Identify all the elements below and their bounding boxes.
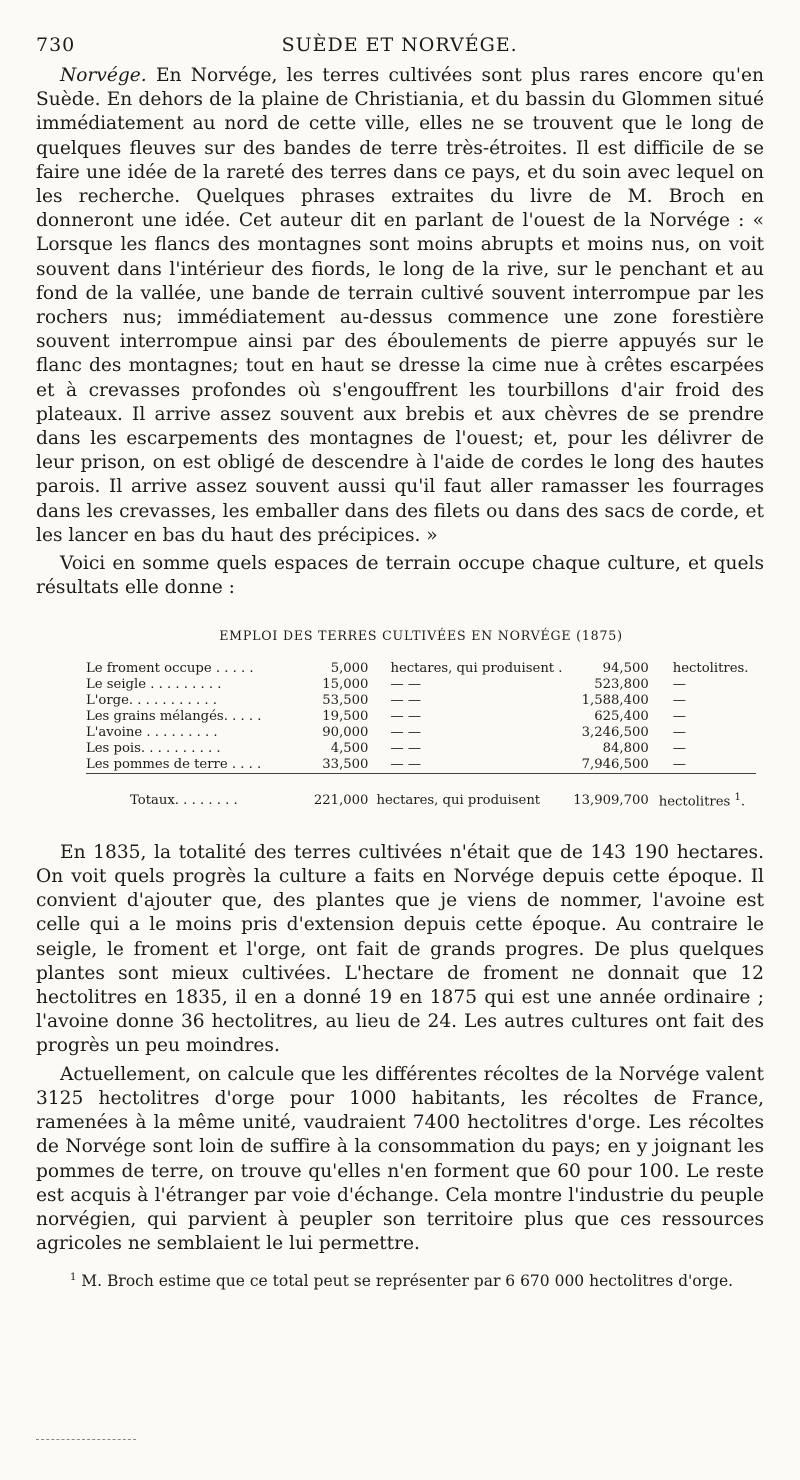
crop-name: Les pois. . . . . . . . . .: [86, 741, 221, 757]
footnote-ref: 1: [734, 792, 741, 804]
unit-cell: — —: [390, 693, 422, 709]
table-row: [86, 725, 756, 741]
hectolitres-cell: 625,400: [594, 709, 649, 725]
hl-unit-cell: —: [672, 693, 686, 709]
hectares-cell: 5,000: [330, 661, 369, 677]
footnote: [70, 1272, 764, 1290]
hectares-cell: 53,500: [322, 693, 369, 709]
hectolitres-cell: 7,946,500: [581, 757, 649, 773]
section-lead: Norvége.: [60, 65, 147, 86]
total-unit: hectares, qui produisent: [376, 792, 541, 808]
table-row: [86, 661, 756, 677]
crop-name: L'orge. . . . . . . . . . .: [86, 693, 217, 709]
crop-name: Le seigle . . . . . . . . .: [86, 677, 222, 693]
hectolitres-cell: 523,800: [594, 677, 649, 693]
table-row: [86, 677, 756, 693]
hectolitres-cell: 1,588,400: [581, 693, 649, 709]
hectares-cell: 19,500: [322, 709, 369, 725]
total-hectares: 221,000: [313, 792, 369, 808]
hectolitres-cell: 84,800: [602, 741, 649, 757]
crop-name: Les pommes de terre . . . .: [86, 757, 262, 773]
land-use-table: [86, 628, 756, 810]
hl-unit-cell: —: [672, 725, 686, 741]
hl-unit-cell: —: [672, 709, 686, 725]
paragraph-intro-table: Voici en somme quels espaces de terrain occupe chaque culture, et quels résultats elle donne :: [36, 553, 764, 599]
paragraph-actuellement: Actuellement, on calcule que les différentes récoltes de la Norvége valent 3125 hectolitres d'orge pour 1000 habitants, les récoltes de France, ramenées à la même unité, vaudraient 7400 hectolitres d'orge. Les récoltes de Norvége sont loin de suffire à la consommation du pays; en y joignant les pommes de terre, on trouve qu'elles n'en forment que 60 pour 100. Le reste est acquis à l'étranger par voie d'échange. Cela montre l'industrie du peuple norvégien, qui parvient à peupler son territoire plus que ces ressources agricoles ne semblaient le lui permettre.: [36, 1063, 764, 1255]
page-number: 730: [36, 34, 76, 56]
hectolitres-cell: 94,500: [602, 661, 649, 677]
hl-unit-cell: hectolitres.: [672, 661, 749, 677]
hectares-cell: 90,000: [322, 725, 369, 741]
table-row: [86, 709, 756, 725]
table-row: [86, 741, 756, 757]
hectolitres-cell: 3,246,500: [581, 725, 649, 741]
paragraph-1835: En 1835, la totalité des terres cultivées n'était que de 143 190 hectares. On voit quels progrès la culture a faits en Norvége depuis cette époque. Il convient d'ajouter que, des plantes que je viens de nommer, l'avoine est celle qui a le moins pris d'extension depuis cette époque. Au contraire le seigle, le froment et l'orge, ont fait de grands progres. De plus quelques plantes sont mieux cultivées. L'hectare de froment ne donnait que 12 hectolitres en 1835, il en a donné 19 en 1875 qui est une année ordinaire ; l'avoine donne 36 hectolitres, au lieu de 24. Les autres cultures ont fait des progrès un peu moindres.: [36, 841, 764, 1057]
unit-cell: — —: [390, 709, 422, 725]
total-hl-unit: hectolitres $^1$.: [658, 792, 746, 810]
crop-name: Les grains mélangés. . . . .: [86, 709, 262, 725]
table-body: [86, 661, 756, 810]
total-label: Totaux. . . . . . . .: [130, 792, 238, 808]
footnote-mark: 1: [70, 1272, 77, 1284]
total-hectolitres: 13,909,700: [573, 792, 649, 808]
paragraph-norvege: [36, 64, 764, 548]
total-row: [86, 774, 756, 810]
hectares-cell: 4,500: [330, 741, 369, 757]
page-header: [36, 34, 764, 64]
hl-unit-cell: —: [672, 677, 686, 693]
unit-cell: — —: [390, 677, 422, 693]
hectares-cell: 33,500: [322, 757, 369, 773]
hl-unit-cell: —: [672, 757, 686, 773]
unit-cell: hectares, qui produisent .: [390, 661, 563, 677]
total-hl-unit-text: hectolitres: [658, 794, 731, 810]
unit-cell: — —: [390, 741, 422, 757]
table-row: [86, 757, 756, 774]
unit-cell: — —: [390, 725, 422, 741]
paragraph-text: En Norvége, les terres cultivées sont plus rares encore qu'en Suède. En dehors de la plaine de Christiania, et du bassin du Glommen situé immédiatement au nord de cette ville, elles ne se trouvent que le long de quelques fleuves sur des bandes de terre très-étroites. Il est difficile de se faire une idée de la rareté des terres dans ce pays, et du soin avec lequel on les recherche. Quelques phrases extraites du livre de M. Broch en donneront une idée. Cet auteur dit en parlant de l'ouest de la Norvége : « Lorsque les flancs des montagnes sont moins abrupts et moins nus, on voit souvent dans l'intérieur des fiords, le long de la rive, sur le penchant et au fond de la vallée, une bande de terrain cultivé souvent interrompue par les rochers nus; immédiatement au-dessus commence une zone forestière souvent interrompue ainsi par des éboulements de pierre appuyés sur le flanc des montagnes; tout en haut se dresse la cime nue à crêtes escarpées et à crevasses profondes où s'engouffrent les tourbillons d'air froid des plateaux. Il arrive assez souvent aux brebis et aux chèvres de se prendre dans les escarpements des montagnes de l'ouest; et, pour les délivrer de leur prison, on est obligé de descendre à l'aide de cordes le long des hautes parois. Il arrive assez souvent aussi qu'il faut aller ramasser les fourrages dans les crevasses, les emballer dans des filets ou dans des sacs de corde, et les lancer en bas du haut des précipices. »: [36, 65, 764, 546]
table-title: EMPLOI DES TERRES CULTIVÉES EN NORVÉGE (1875): [219, 628, 623, 644]
crop-name: L'avoine . . . . . . . . .: [86, 725, 218, 741]
running-title: SUÈDE ET NORVÉGE.: [281, 34, 518, 56]
table-row: [86, 693, 756, 709]
footnote-text: M. Broch estime que ce total peut se représenter par 6 670 000 hectolitres d'orge.: [76, 1272, 734, 1291]
hectares-cell: 15,000: [322, 677, 369, 693]
unit-cell: — —: [390, 757, 422, 773]
crop-name: Le froment occupe . . . . .: [86, 661, 254, 677]
bottom-dash-rule: [36, 1439, 136, 1440]
hl-unit-cell: —: [672, 741, 686, 757]
